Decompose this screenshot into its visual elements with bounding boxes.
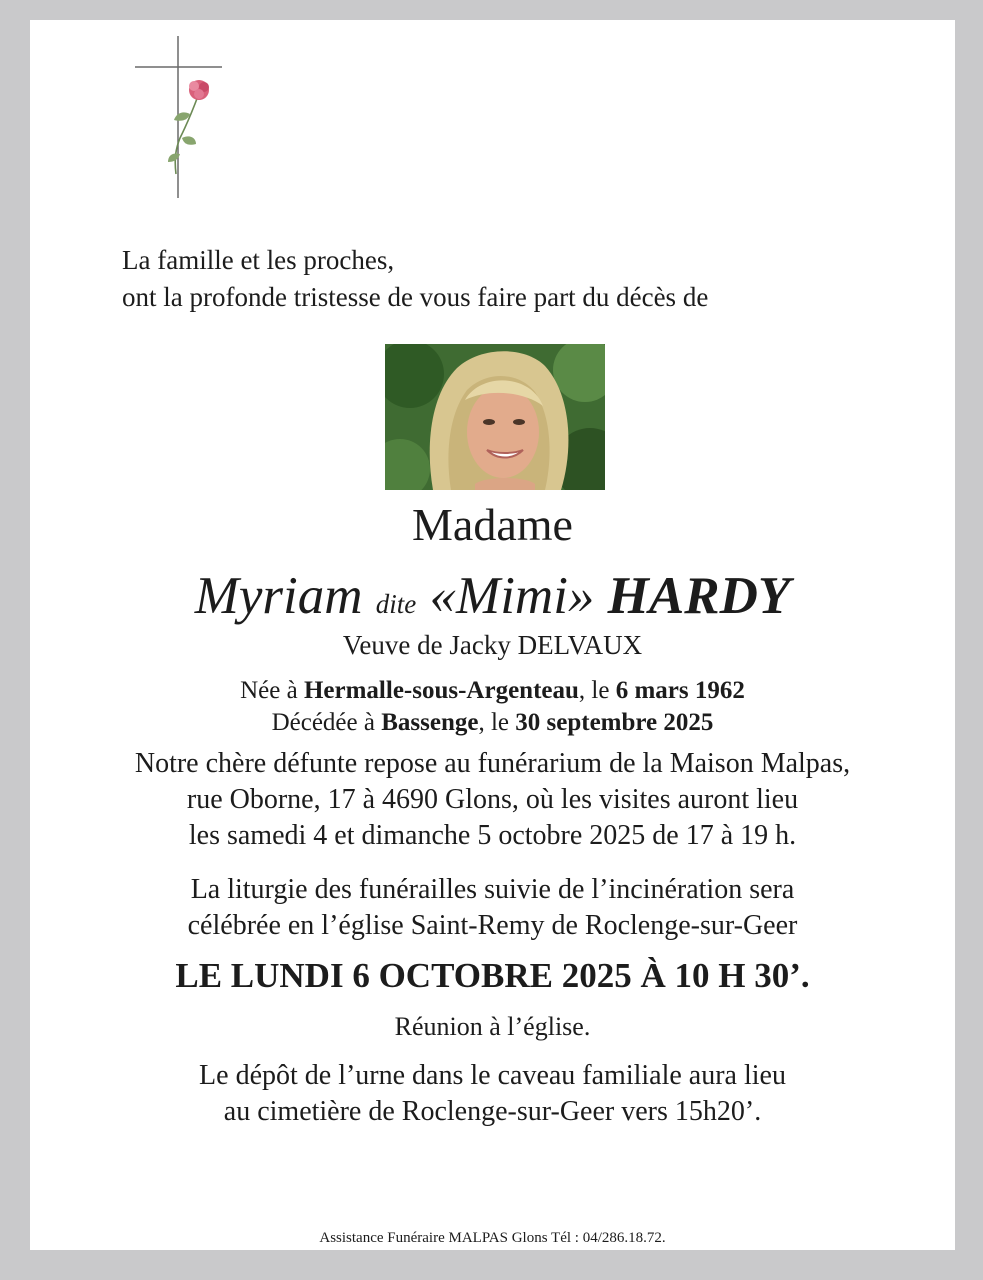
dite-word: dite	[375, 589, 417, 619]
nickname: «Mimi»	[429, 567, 595, 625]
portrait-photo	[385, 344, 605, 490]
reunion-note: Réunion à l’église.	[394, 1012, 591, 1041]
notice-line-2: rue Oborne, 17 à 4690 Glons, où les visites auront lieu	[186, 784, 799, 815]
liturgy-line-1: La liturgie des funérailles suivie de l’incinération sera	[190, 874, 795, 905]
intro-line-2: ont la profonde tristesse de vous faire part du décès de	[122, 282, 709, 312]
deceased-full-name	[30, 566, 955, 626]
birth-date: 6 mars 1962	[615, 677, 745, 704]
death-line	[30, 707, 955, 739]
birth-death-info	[30, 675, 955, 739]
intro-text	[122, 242, 708, 316]
funeral-home-footer: Assistance Funéraire MALPAS Glons Tél : 04/286.18.72.	[319, 1230, 666, 1246]
birth-sep: , le	[578, 677, 616, 704]
liturgy-notice	[30, 872, 955, 944]
widow-of: Veuve de Jacky DELVAUX	[342, 630, 643, 660]
birth-place: Hermalle-sous-Argenteau	[303, 677, 579, 704]
death-prefix: Décédée à	[271, 709, 382, 736]
obituary-card	[30, 20, 955, 1250]
portrait-illustration	[385, 344, 605, 490]
birth-prefix: Née à	[240, 677, 304, 704]
death-sep: , le	[478, 709, 516, 736]
urn-notice	[30, 1058, 955, 1130]
notice-line-3: les samedi 4 et dimanche 5 octobre 2025 de 17 à 19 h.	[188, 820, 797, 851]
first-name: Myriam	[194, 567, 363, 625]
notice-line-1: Notre chère défunte repose au funérarium de la Maison Malpas,	[134, 748, 851, 779]
death-date: 30 septembre 2025	[515, 709, 714, 736]
surname: HARDY	[607, 567, 791, 625]
cross-with-rose-icon	[134, 34, 226, 202]
urn-line-1: Le dépôt de l’urne dans le caveau familiale aura lieu	[199, 1060, 786, 1091]
birth-line	[30, 675, 955, 707]
urn-line-2: au cimetière de Roclenge-sur-Geer vers 15h20’.	[223, 1096, 762, 1127]
ceremony-date: LE LUNDI 6 OCTOBRE 2025 À 10 H 30’.	[175, 956, 810, 995]
intro-line-1: La famille et les proches,	[122, 245, 395, 275]
death-place: Bassenge	[381, 709, 479, 736]
liturgy-line-2: célébrée en l’église Saint-Remy de Roclenge-sur-Geer	[187, 910, 798, 941]
funerarium-notice	[30, 746, 955, 854]
honorific: Madame	[412, 499, 573, 550]
